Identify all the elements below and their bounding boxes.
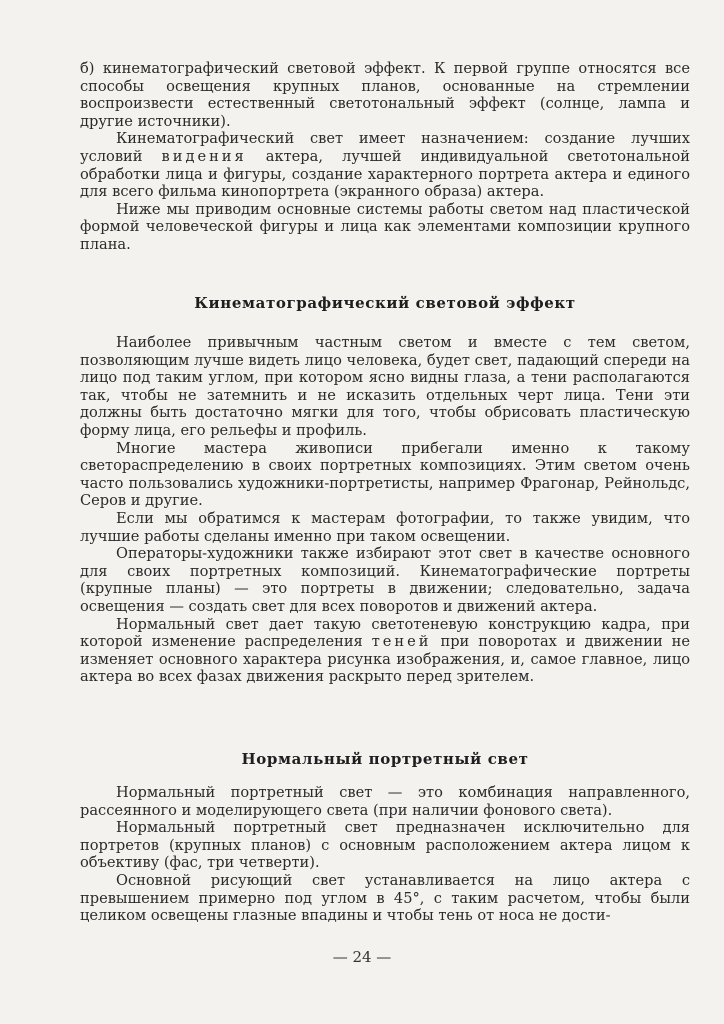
paragraph <box>80 616 690 686</box>
section2-text <box>80 784 690 925</box>
section1-text <box>80 334 690 686</box>
intro-text <box>80 60 690 254</box>
paragraph: Наиболее привычным частным светом и вместе с тем светом, позволяющим лучше видеть лицо человека, будет свет, падающий спереди на лицо под таким углом, при котором ясно видны глаза, а тени располагаются так, чтобы не затемнить и не исказить отдельных черт лица. Тени эти должны быть достаточно мягки для того, чтобы обрисовать пластическую форму лица, его рельефы и профиль. <box>80 334 690 439</box>
page-number: — 24 — <box>332 948 392 966</box>
paragraph-text: актера, лучшей индивидуальной светотональной обработки лица и фигуры, создание характерного портрета актера и единого для всего фильма кинопортрета (экранного образа) актера. <box>80 147 690 201</box>
paragraph-text: Нормальный свет дает такую светотеневую конструкцию кадра, при которой изменение распределения <box>80 615 690 651</box>
paragraph <box>80 130 690 200</box>
paragraph: Нормальный портретный свет — это комбинация направленного, рассеянного и моделирующего света (при наличии фонового света). <box>80 784 690 819</box>
spaced-word: теней <box>371 633 432 651</box>
paragraph: Многие мастера живописи прибегали именно к такому светораспределению в своих портретных композициях. Этим светом очень часто пользовались художники-портретисты, например Фрагонар, Рейнольдс, Серов и другие. <box>80 439 690 510</box>
paragraph-text: Кинематографический свет имеет назначением: создание лучших условий <box>80 130 690 165</box>
spaced-word: видения <box>161 147 247 165</box>
paragraph: Операторы-художники также избирают этот свет в качестве основного для своих портретных композиций. Кинематографические портреты (крупные планы) — это портреты в движении; следовательно, задача освещения — создать свет для всех поворотов и движений актера. <box>80 545 690 615</box>
paragraph: б) кинематографический световой эффект. К первой группе относятся все способы освещения крупных планов, основанные на стремлении воспроизвести естественный светотональный эффект (солнце, лампа и другие источники). <box>80 60 690 130</box>
paragraph-text: при поворотах и движении не изменяет основного характера рисунка изображения, и, самое главное, лицо актера во всех фазах движения раскрыто перед зрителем. <box>80 633 690 686</box>
paragraph: Ниже мы приводим основные системы работы светом над пластической формой человеческой фигуры и лица как элементами композиции крупного плана. <box>80 200 690 253</box>
paragraph: Нормальный портретный свет предназначен исключительно для портретов (крупных планов) с основным расположением актера лицом к объективу (фас, три четверти). <box>80 819 690 872</box>
section-heading-normal-portrait-light: Нормальный портретный свет <box>241 750 529 768</box>
paragraph: Если мы обратимся к мастерам фотографии, то также увидим, что лучшие работы сделаны именно при таком освещении. <box>80 509 690 545</box>
paragraph: Основной рисующий свет устанавливается на лицо актера с превышением примерно под углом в 45°, с таким расчетом, чтобы были целиком освещены глазные впадины и чтобы тень от носа не дости- <box>80 871 690 925</box>
section-heading-cinematic-effect: Кинематографический световой эффект <box>194 294 576 312</box>
